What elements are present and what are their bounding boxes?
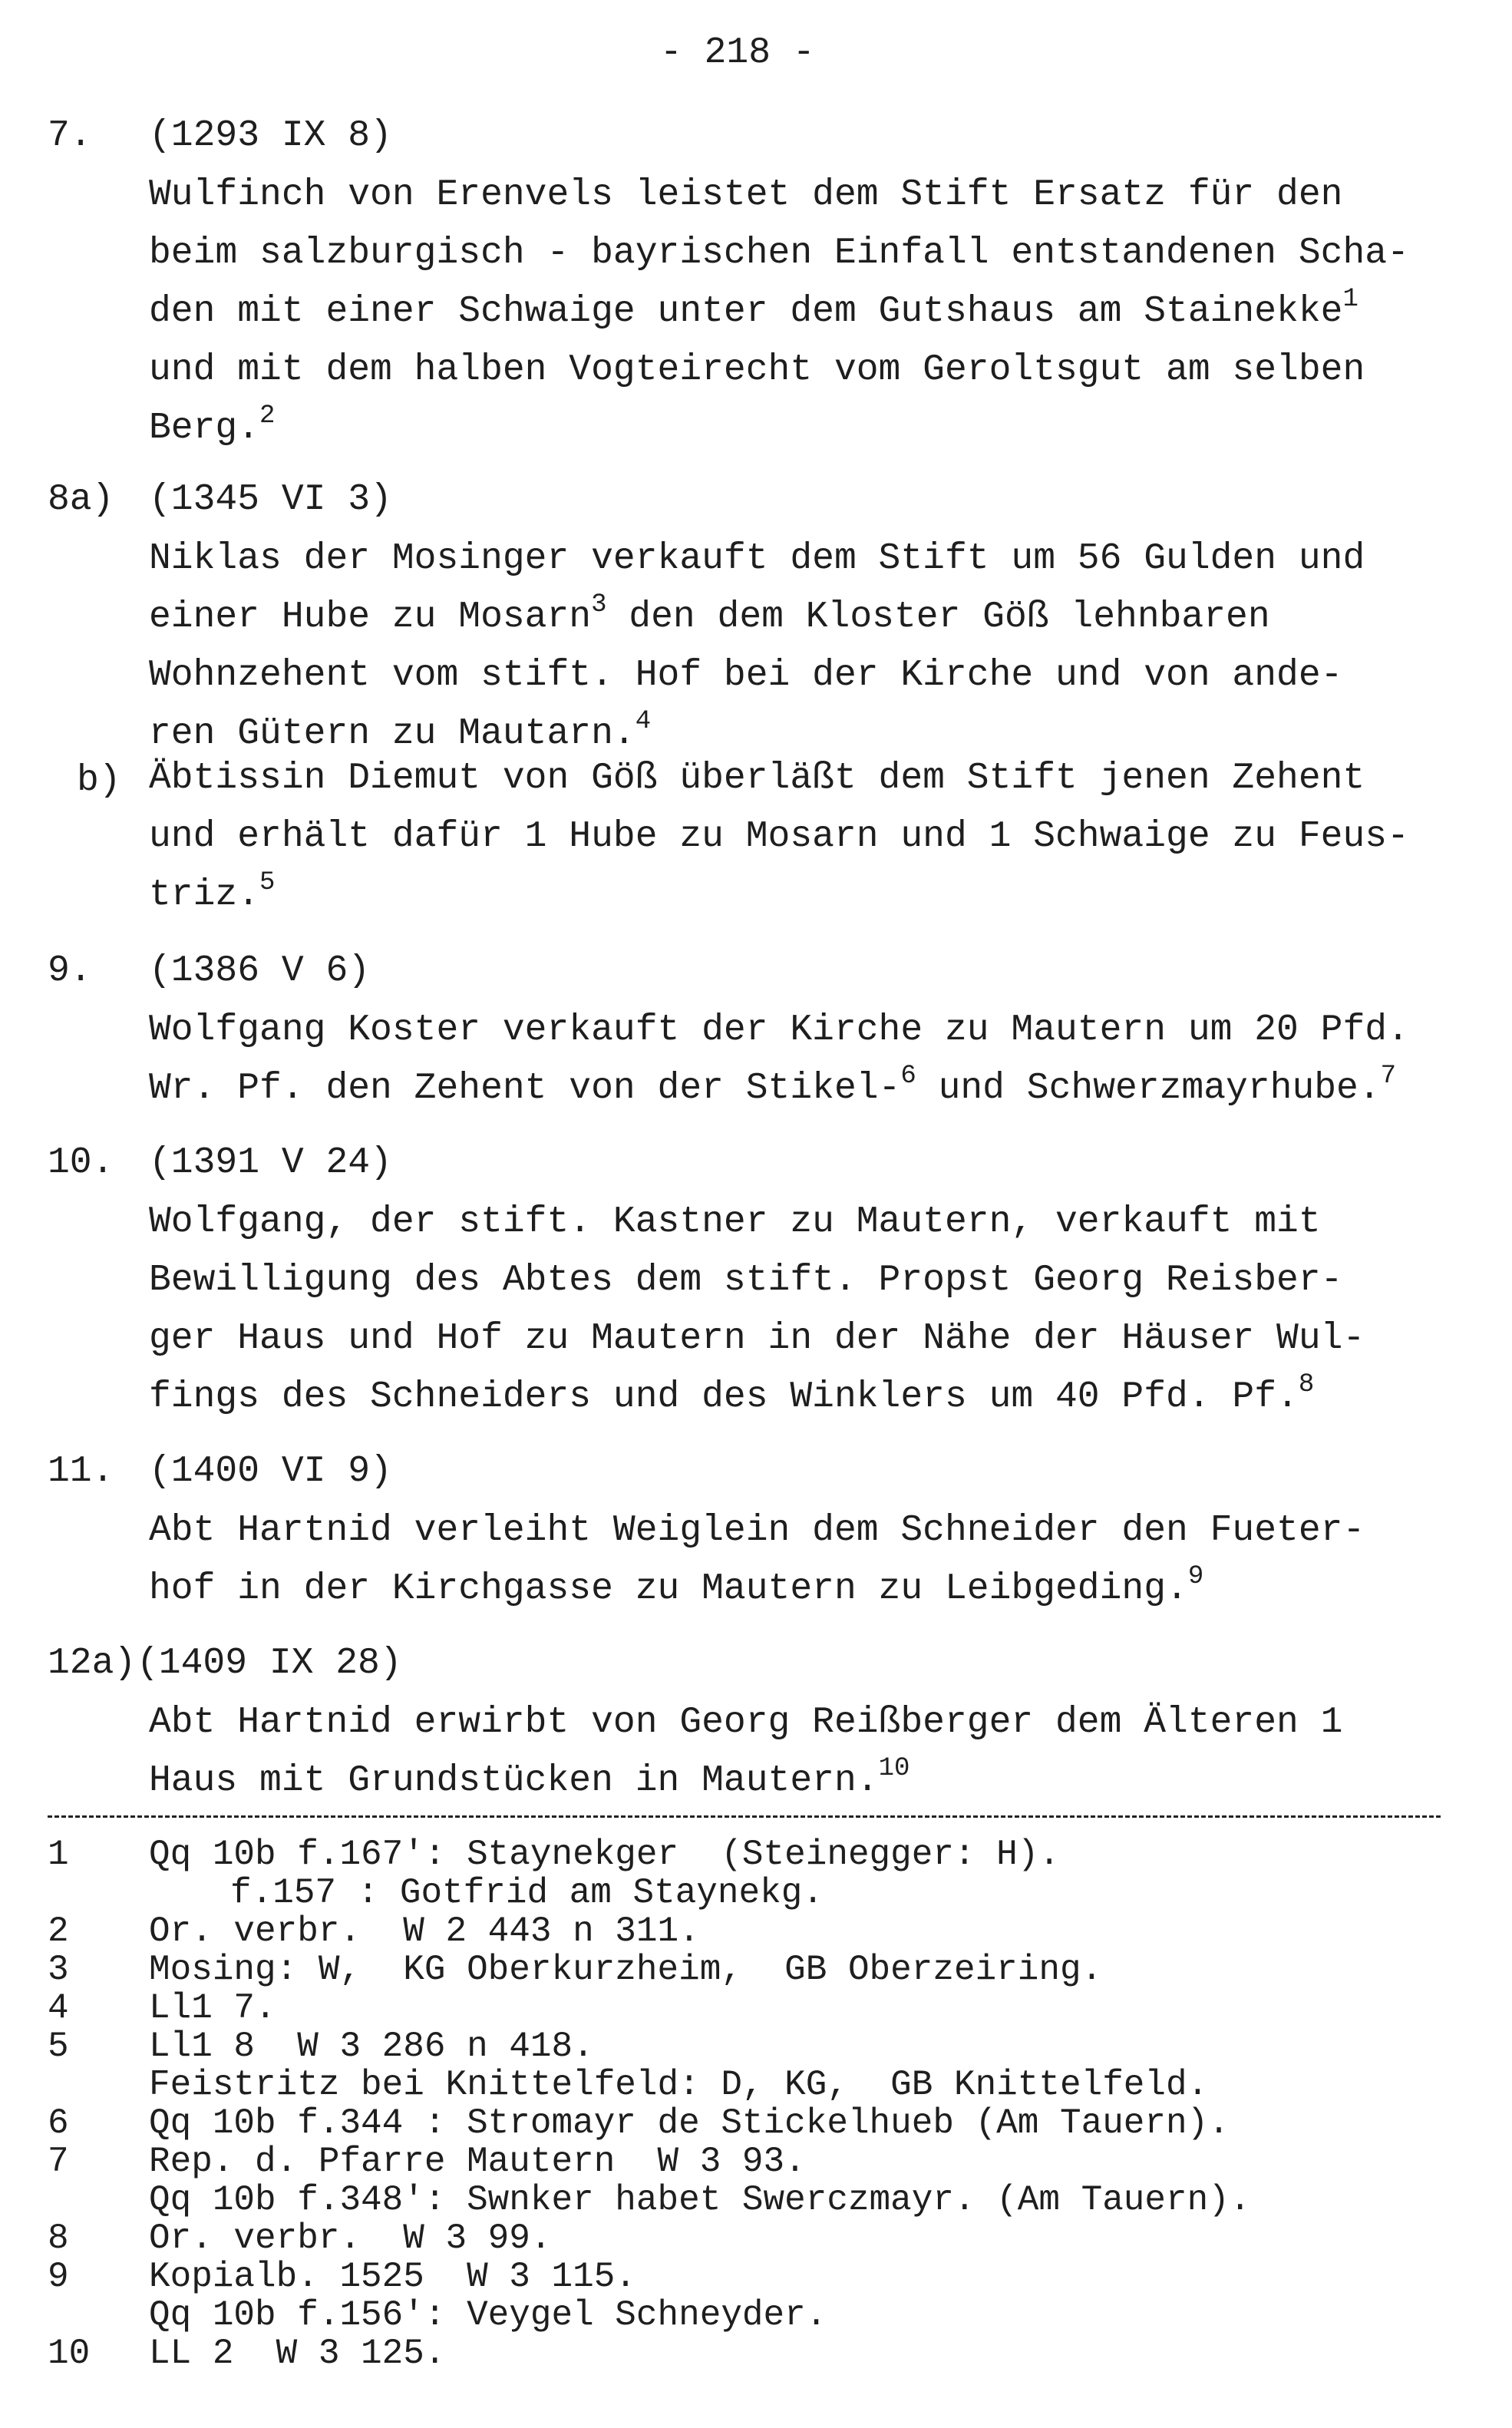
entry-date: (1386 V 6): [149, 950, 371, 992]
text-line: ger Haus und Hof zu Mautern in der Nähe der Häuser Wul-: [149, 1318, 1365, 1359]
text-line: hof in der Kirchgasse zu Mautern zu Leibgeding.$^9$: [149, 1562, 1204, 1610]
text-line: Haus mit Grundstücken in Mautern.$^{10}$: [149, 1754, 910, 1802]
text-line: Wolfgang, der stift. Kastner zu Mautern, verkauft mit: [149, 1201, 1321, 1243]
entry-text: [149, 1193, 1484, 1426]
entry-number: b): [77, 760, 121, 801]
footnote-ref: 4: [635, 707, 652, 736]
text-line: und mit dem halben Vogteirecht vom Geroltsgut am selben: [149, 349, 1365, 391]
footnote-divider: [48, 1815, 1441, 1818]
entry-text: [149, 749, 1484, 924]
entry-number: 10.: [48, 1142, 114, 1184]
text-line: Bewilligung des Abtes dem stift. Propst Georg Reisber-: [149, 1260, 1343, 1301]
text-line: triz.$^5$: [149, 868, 276, 916]
text-line: Berg.$^2$: [149, 401, 276, 449]
footnote: 3 Mosing: W, KG Oberkurzheim, GB Oberzeiring.: [48, 1950, 1103, 1990]
text-line: fings des Schneiders und des Winklers um 40 Pfd. Pf.$^8$: [149, 1370, 1315, 1418]
footnote-ref: 8: [1298, 1370, 1315, 1399]
entry-text: [149, 1501, 1484, 1618]
footnote: 10 LL 2 W 3 125.: [48, 2334, 446, 2373]
footnote: 5 Ll1 8 W 3 286 n 418.: [48, 2027, 594, 2066]
entry-date: (1391 V 24): [149, 1142, 392, 1184]
footnote: Feistritz bei Knittelfeld: D, KG, GB Knittelfeld.: [149, 2065, 1209, 2105]
footnote-ref: 2: [259, 401, 276, 431]
text-line: Abt Hartnid erwirbt von Georg Reißberger dem Älteren 1: [149, 1702, 1343, 1743]
entry-date: (1400 VI 9): [149, 1451, 392, 1492]
entry-number: 8a): [48, 479, 114, 520]
footnote-ref: 1: [1342, 285, 1358, 314]
text-line: Äbtissin Diemut von Göß überläßt dem Stift jenen Zehent: [149, 758, 1365, 799]
text-line: Wulfinch von Erenvels leistet dem Stift Ersatz für den: [149, 174, 1343, 216]
footnote: 6 Qq 10b f.344 : Stromayr de Stickelhueb (Am Tauern).: [48, 2103, 1230, 2143]
footnote: 8 Or. verbr. W 3 99.: [48, 2218, 552, 2258]
entry-number: 9.: [48, 950, 92, 992]
entry-date: (1345 VI 3): [149, 479, 392, 520]
text-line: einer Hube zu Mosarn$^3$ den dem Kloster Göß lehnbaren: [149, 590, 1270, 638]
entry-date: (1293 IX 8): [149, 115, 392, 157]
footnote-ref: 6: [900, 1062, 916, 1091]
entry-number: 11.: [48, 1451, 114, 1492]
text-line: beim salzburgisch - bayrischen Einfall entstandenen Scha-: [149, 233, 1409, 274]
text-line: Wohnzehent vom stift. Hof bei der Kirche und von ande-: [149, 655, 1343, 696]
entry-number: 12a): [48, 1643, 137, 1684]
footnote-ref: 10: [878, 1754, 910, 1783]
footnote-ref: 5: [259, 868, 276, 897]
text-line: Niklas der Mosinger verkauft dem Stift um 56 Gulden und: [149, 538, 1365, 580]
page-number: - 218 -: [660, 32, 815, 74]
footnote-ref: 9: [1187, 1562, 1204, 1591]
entry-text: [149, 530, 1484, 763]
entry-text: [149, 1693, 1484, 1810]
footnote-ref: 3: [591, 590, 607, 619]
footnote: 4 Ll1 7.: [48, 1988, 276, 2028]
entry-date: (1409 IX 28): [137, 1643, 402, 1684]
footnote: 7 Rep. d. Pfarre Mautern W 3 93.: [48, 2142, 806, 2182]
text-line: und erhält dafür 1 Hube zu Mosarn und 1 Schwaige zu Feus-: [149, 816, 1409, 857]
footnote: f.157 : Gotfrid am Staynekg.: [230, 1873, 824, 1913]
footnote: 1 Qq 10b f.167': Staynekger (Steinegger: H).: [48, 1835, 1060, 1875]
text-line: Wolfgang Koster verkauft der Kirche zu Mautern um 20 Pfd.: [149, 1009, 1409, 1051]
footnote: Qq 10b f.348': Swnker habet Swerczmayr. (Am Tauern).: [149, 2180, 1251, 2220]
entry-text: [149, 166, 1484, 458]
footnote: Qq 10b f.156': Veygel Schneyder.: [149, 2295, 827, 2335]
text-line: den mit einer Schwaige unter dem Gutshaus am Stainekke$^1$: [149, 285, 1358, 332]
entry-number: 7.: [48, 115, 92, 157]
footnote-ref: 7: [1380, 1062, 1397, 1091]
footnote: 9 Kopialb. 1525 W 3 115.: [48, 2257, 636, 2297]
footnote: 2 Or. verbr. W 2 443 n 311.: [48, 1911, 700, 1951]
text-line: Wr. Pf. den Zehent von der Stikel-$^6$ und Schwerzmayrhube.$^7$: [149, 1062, 1397, 1109]
footnotes: [48, 1835, 1467, 2372]
text-line: ren Gütern zu Mautarn.$^4$: [149, 707, 652, 755]
entry-text: [149, 1001, 1484, 1118]
text-line: Abt Hartnid verleiht Weiglein dem Schneider den Fueter-: [149, 1510, 1365, 1551]
